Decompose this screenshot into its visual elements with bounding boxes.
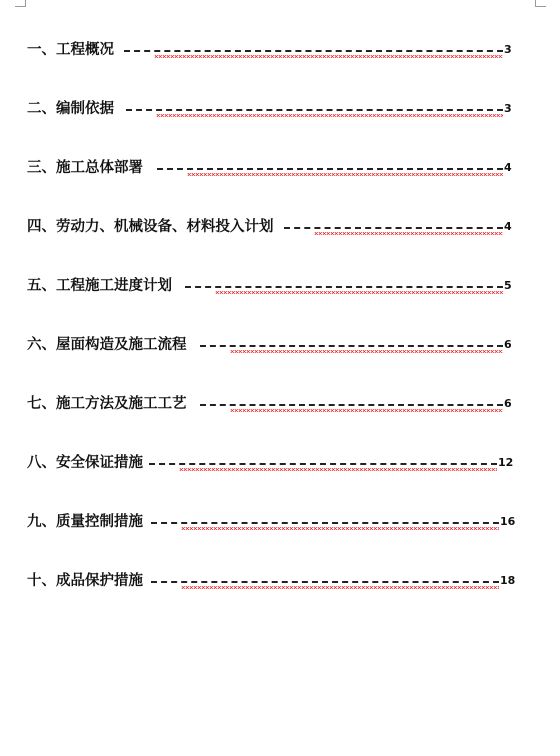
toc-entry[interactable] bbox=[27, 99, 527, 158]
toc-entry-title: 三、施工总体部署 bbox=[27, 160, 143, 176]
toc-entry[interactable] bbox=[27, 276, 527, 335]
toc-entry[interactable] bbox=[27, 40, 527, 99]
toc-entry[interactable] bbox=[27, 217, 527, 276]
toc-entry[interactable] bbox=[27, 453, 527, 512]
spellcheck-underline bbox=[230, 409, 503, 412]
page-corner-mark-left bbox=[15, 0, 26, 7]
toc-entry-title: 二、编制依据 bbox=[27, 101, 114, 117]
toc-entry-page: 4 bbox=[504, 220, 512, 233]
spellcheck-underline bbox=[179, 468, 497, 471]
spellcheck-underline bbox=[181, 527, 499, 530]
spellcheck-underline bbox=[215, 291, 503, 294]
spellcheck-underline bbox=[230, 350, 503, 353]
toc-entry-page: 3 bbox=[504, 102, 512, 115]
toc-entry-page: 16 bbox=[500, 515, 516, 528]
spellcheck-underline bbox=[314, 232, 503, 235]
toc-entry[interactable] bbox=[27, 335, 527, 394]
toc-entry-page: 5 bbox=[504, 279, 512, 292]
toc-entry-page: 4 bbox=[504, 161, 512, 174]
toc-entry-title: 六、屋面构造及施工流程 bbox=[27, 337, 187, 353]
spellcheck-underline bbox=[187, 173, 503, 176]
toc-entry[interactable] bbox=[27, 394, 527, 453]
toc-entry[interactable] bbox=[27, 571, 527, 630]
toc-entry-title: 九、质量控制措施 bbox=[27, 514, 143, 530]
table-of-contents bbox=[27, 40, 527, 630]
toc-entry[interactable] bbox=[27, 512, 527, 571]
spellcheck-underline bbox=[181, 586, 499, 589]
toc-entry-title: 四、劳动力、机械设备、材料投入计划 bbox=[27, 219, 274, 235]
spellcheck-underline bbox=[156, 114, 503, 117]
toc-entry-title: 五、工程施工进度计划 bbox=[27, 278, 172, 294]
toc-entry-title: 一、工程概况 bbox=[27, 42, 114, 58]
spellcheck-underline bbox=[154, 55, 503, 58]
toc-entry-title: 七、施工方法及施工工艺 bbox=[27, 396, 187, 412]
toc-entry-title: 十、成品保护措施 bbox=[27, 573, 143, 589]
toc-entry-page: 3 bbox=[504, 43, 512, 56]
toc-entry-title: 八、安全保证措施 bbox=[27, 455, 143, 471]
page-corner-mark-right bbox=[535, 0, 546, 7]
toc-entry-page: 12 bbox=[498, 456, 514, 469]
toc-entry[interactable] bbox=[27, 158, 527, 217]
toc-entry-page: 6 bbox=[504, 338, 512, 351]
toc-entry-page: 6 bbox=[504, 397, 512, 410]
toc-entry-page: 18 bbox=[500, 574, 516, 587]
